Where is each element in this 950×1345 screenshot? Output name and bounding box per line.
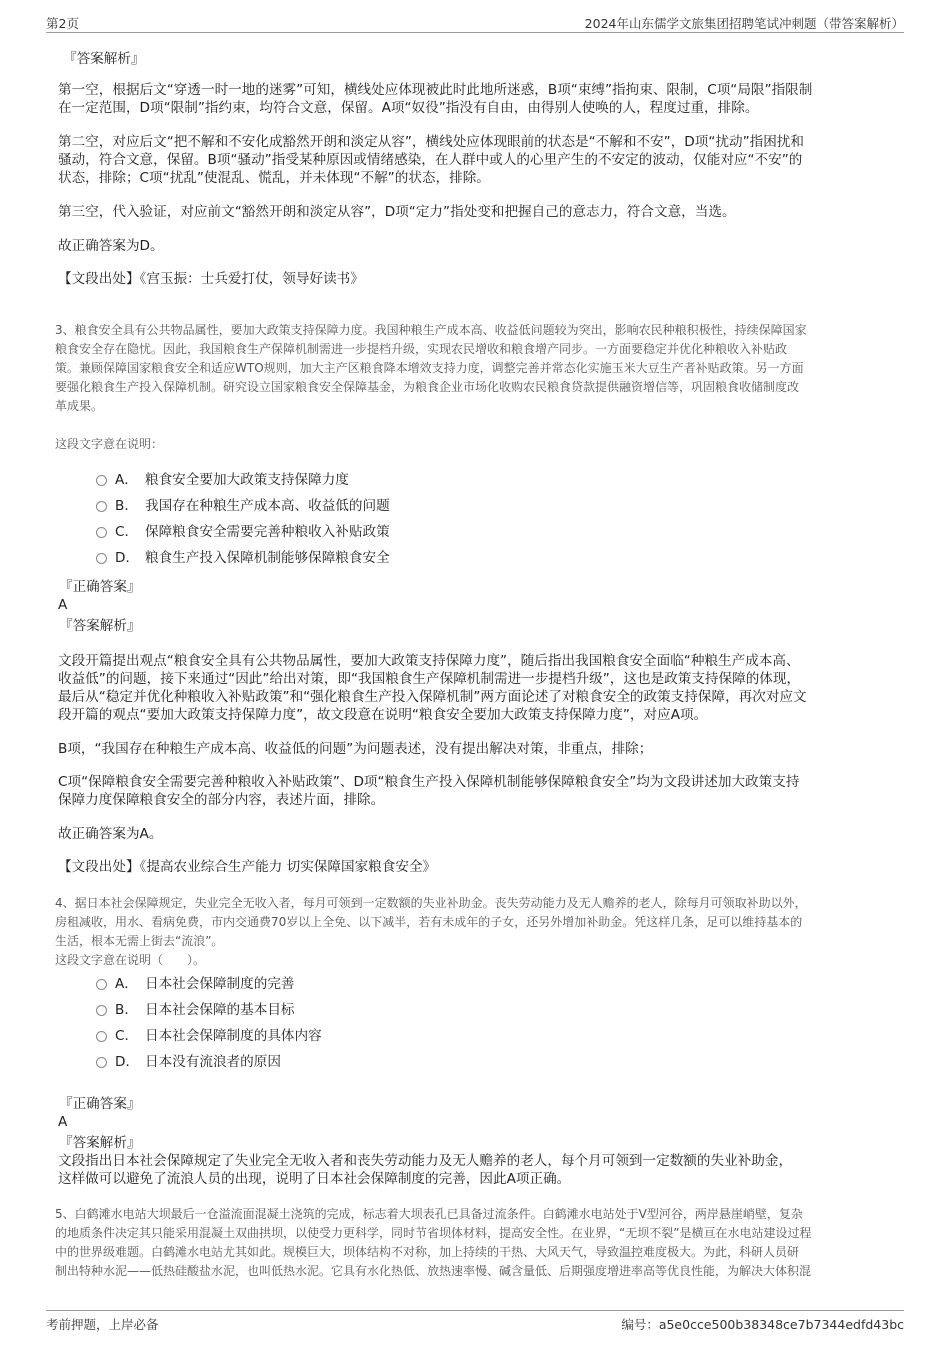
q4-option-d[interactable]: D． 日本没有流浪者的原因 xyxy=(96,1053,281,1071)
q3-stem-line3: 策。兼顾保障国家粮食安全和适应WTO规则，加大主产区粮食降本增效支持力度，调整完善并常态化实施玉米大豆生产者补贴政策。另一方面 xyxy=(55,361,804,375)
q3-conclusion: 故正确答案为A。 xyxy=(58,826,163,842)
q5-stem-line3: 中的世界级难题。白鹤滩水电站尤其如此。规模巨大，坝体结构不对称，加上持续的干热、大风天气，导致温控难度极大。为此，科研人员研 xyxy=(55,1245,800,1259)
q4-analysis-line1: 文段指出日本社会保障规定了失业完全无收入者和丧失劳动能力及无人赡养的老人，每个月可领到一定数额的失业补助金， xyxy=(58,1153,793,1169)
q3-analysis-para2: B项，“我国存在种粮生产成本高、收益低的问题”为问题表述，没有提出解决对策，非重点，排除； xyxy=(58,741,653,757)
q3-stem-line5: 革成果。 xyxy=(55,399,104,413)
q2-analysis-para1-line2: 在一定范围，D项“限制”指约束，均符合文意，保留。A项“奴役”指没有自由，由得别人使唤的人，程度过重，排除。 xyxy=(58,100,759,116)
page-footer xyxy=(46,1310,904,1331)
q3-option-d[interactable]: D． 粮食生产投入保障机制能够保障粮食安全 xyxy=(96,549,390,567)
q3-option-b[interactable]: B． 我国存在种粮生产成本高、收益低的问题 xyxy=(96,497,390,515)
analysis-label: 『答案解析』 xyxy=(63,51,145,67)
q3-stem-line4: 要强化粮食生产投入保障机制。研究设立国家粮食安全保障基金，为粮食企业市场化收购农民粮食贷款提供融资增信等，巩固粮食收储制度改 xyxy=(55,380,800,394)
q3-analysis-para1-line3: 最后从“稳定并优化种粮收入补贴政策”和“强化粮食生产投入保障机制”两方面论述了对粮食安全的政策支持保障，再次对应文 xyxy=(58,689,807,705)
q3-analysis-para1-line2: 收益低”的问题，接下来通过“因此”给出对策，即“我国粮食生产保障机制需进一步提档升级”，这也是政策支持保障的体现， xyxy=(58,671,801,687)
q4-analysis-label: 『答案解析』 xyxy=(59,1135,141,1151)
q4-option-a[interactable]: A． 日本社会保障制度的完善 xyxy=(96,975,295,993)
q4-answer: A xyxy=(58,1114,68,1130)
q3-analysis-para3-line1: C项“保障粮食安全需要完善种粮收入补贴政策”、D项“粮食生产投入保障机制能够保障粮食安全”均为文段讲述加大政策支持 xyxy=(58,774,800,790)
q2-conclusion: 故正确答案为D。 xyxy=(58,238,164,254)
radio-button-icon[interactable] xyxy=(96,501,107,512)
q5-stem-line4: 制出特种水泥——低热硅酸盐水泥，也叫低热水泥。它具有水化热低、放热速率慢、碱含量低、后期强度增进率高等优良性能，为解决大体积混 xyxy=(55,1264,812,1278)
radio-button-icon[interactable] xyxy=(96,475,107,486)
q3-option-a[interactable]: A． 粮食安全要加大政策支持保障力度 xyxy=(96,471,349,489)
document-code: 编号：a5e0cce500b38348ce7b7344edfd43bc xyxy=(621,1317,904,1332)
q4-question: 这段文字意在说明（ ）。 xyxy=(55,953,206,967)
radio-button-icon[interactable] xyxy=(96,979,107,990)
q4-stem-line1: 4、据日本社会保障规定，失业完全无收入者，每月可领到一定数额的失业补助金。丧失劳动能力及无人赡养的老人，除每月可领取补助以外， xyxy=(55,896,807,910)
radio-button-icon[interactable] xyxy=(96,1031,107,1042)
footer-slogan: 考前押题，上岸必备 xyxy=(46,1317,159,1332)
q3-analysis-para3-line2: 保障力度保障粮食安全的部分内容，表述片面，排除。 xyxy=(58,792,385,808)
q2-analysis-para2-line3: 状态，排除；C项“扰乱”使混乱、慌乱，并未体现“不解”的状态，排除。 xyxy=(58,170,490,186)
q3-stem-line2: 粮食安全存在隐忧。因此，我国粮食生产保障机制需进一步提档升级，实现农民增收和粮食增产同步。一方面要稳定并优化种粮收入补贴政 xyxy=(55,342,788,356)
q3-analysis-para1-line4: 段开篇的观点“要加大政策支持保障力度”，故文段意在说明“粮食安全要加大政策支持保障力度”，对应A项。 xyxy=(58,707,708,723)
q3-question: 这段文字意在说明： xyxy=(55,437,164,451)
q3-stem-line1: 3、粮食安全具有公共物品属性，要加大政策支持保障力度。我国种粮生产成本高、收益低问题较为突出，影响农民种粮积极性，持续保障国家 xyxy=(55,323,807,337)
q2-analysis-para2-line2: 骚动，符合文意，保留。B项“骚动”指受某种原因或情绪感染，在人群中或人的心里产生的不安定的波动，仅能对应“不安”的 xyxy=(58,152,803,168)
radio-button-icon[interactable] xyxy=(96,553,107,564)
q2-analysis-para3: 第三空，代入验证，对应前文“豁然开朗和淡定从容”，D项“定力”指处变和把握自己的意志力，符合文意，当选。 xyxy=(58,204,736,220)
q4-option-b[interactable]: B． 日本社会保障的基本目标 xyxy=(96,1001,295,1019)
q5-stem-line2: 的地质条件决定其只能采用混凝土双曲拱坝，以使受力更科学，同时节省坝体材料，提高安全性。在业界，“无坝不裂”是横亘在水电站建设过程 xyxy=(55,1226,812,1240)
page-number: 第2页 xyxy=(46,16,79,31)
q5-stem-line1: 5、白鹤滩水电站大坝最后一仓溢流面混凝土浇筑的完成，标志着大坝表孔已具备过流条件。白鹤滩水电站处于V型河谷，两岸悬崖峭壁，复杂 xyxy=(55,1207,803,1221)
q2-analysis-para2-line1: 第二空，对应后文“把不解和不安化成豁然开朗和淡定从容”，横线处应体现眼前的状态是“不解和不安”，D项“扰动”指困扰和 xyxy=(58,134,804,150)
document-title: 2024年山东儒学文旅集团招聘笔试冲刺题（带答案解析） xyxy=(584,16,904,31)
q4-analysis-line2: 这样做可以避免了流浪人员的出现，说明了日本社会保障制度的完善，因此A项正确。 xyxy=(58,1171,571,1187)
q2-analysis-para1-line1: 第一空，根据后文“穿透一时一地的迷雾”可知，横线处应体现被此时此地所迷惑，B项“束缚”指拘束、限制，C项“局限”指限制 xyxy=(58,82,813,98)
q4-answer-label: 『正确答案』 xyxy=(59,1096,141,1112)
q2-source: 【文段出处】《宫玉振：士兵爱打仗，领导好读书》 xyxy=(58,271,364,287)
q4-stem-line3: 生活，根本无需上街去“流浪”。 xyxy=(55,934,224,948)
q3-source: 【文段出处】《提高农业综合生产能力 切实保障国家粮食安全》 xyxy=(58,859,437,875)
radio-button-icon[interactable] xyxy=(96,1005,107,1016)
radio-button-icon[interactable] xyxy=(96,1057,107,1068)
q3-analysis-para1-line1: 文段开篇提出观点“粮食安全具有公共物品属性，要加大政策支持保障力度”，随后指出我国粮食安全面临“种粮生产成本高、 xyxy=(58,653,800,669)
q3-answer: A xyxy=(58,597,68,613)
q3-option-c[interactable]: C． 保障粮食安全需要完善种粮收入补贴政策 xyxy=(96,523,390,541)
q4-option-c[interactable]: C． 日本社会保障制度的具体内容 xyxy=(96,1027,322,1045)
q3-answer-label: 『正确答案』 xyxy=(59,579,141,595)
page-header xyxy=(46,14,904,33)
radio-button-icon[interactable] xyxy=(96,527,107,538)
q4-stem-line2: 房租减收，用水、看病免费，市内交通费70岁以上全免、以下减半，若有未成年的子女，还另外增加补助金。凭这样几条，足可以维持基本的 xyxy=(55,915,803,929)
q3-analysis-label: 『答案解析』 xyxy=(59,618,141,634)
